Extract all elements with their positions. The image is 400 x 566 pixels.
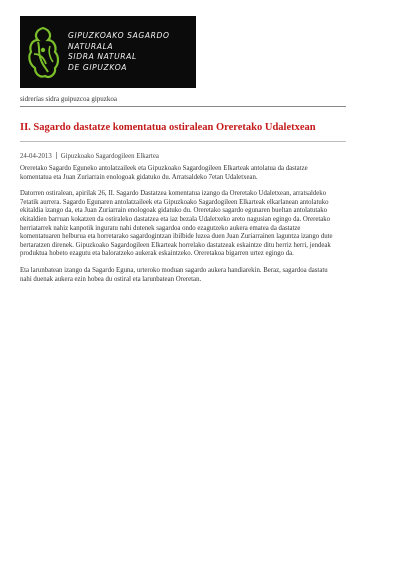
- logo-line-3: SIDRA NATURAL: [68, 52, 137, 61]
- header-divider: [20, 106, 346, 107]
- logo-line-1: GIPUZKOAKO SAGARDO: [68, 31, 170, 40]
- site-tagline: sidrerías sidra guipuzcoa gipuzkoa: [20, 95, 117, 103]
- logo-line-2: NATURALA: [68, 41, 114, 51]
- article-paragraph-1: Oreretako Sagardo Eguneko antolatzaileek eta Gipuzkoako Sagardogileen Elkarteak antolatua da dastatze komentatua eta Juan Zuriarrain enologoak gidatuko du. Arratsaldeko 7etan Udaletxean.: [20, 165, 308, 181]
- article-title: II. Sagardo dastatze komentatua ostiralean Oreretako Udaletxean: [20, 122, 316, 133]
- article-date: 24-04-2013: [20, 153, 52, 160]
- meta-separator: [56, 152, 57, 159]
- article-meta: [20, 152, 159, 160]
- article-body: [20, 165, 340, 292]
- title-divider: [20, 141, 346, 142]
- apple-leaf-icon: [26, 24, 60, 80]
- article-paragraph-3: Eta larunbatean izango da Sagardo Eguna, urteroko moduan sagardo aukera handiarekin. Beraz, sagardoa dastatu nahi duenak aukera ezin hobea du ostiral eta larunbatean Oreretan.: [20, 266, 328, 283]
- logo-text: [68, 31, 170, 73]
- logo-line-4: DE GIPUZKOA: [68, 62, 128, 72]
- article-author: Gipuzkoako Sagardogileen Elkartea: [60, 153, 159, 160]
- site-logo[interactable]: [20, 16, 196, 88]
- article-paragraph-2: Datorren ostiralean, apirilak 26, II. Sagardo Dastatzea komentatua izango da Oreretako Udaletxean, arratsaldeko 7etatik aurrera. Sagardo Egunaren antolatzaileek eta Gipuzkoako Sagardogileen Elkarteak elkarlanean antolatuko ekitaldia izango da, eta Juan Zuriarrain enologoak gidatuko du. Oreretako sagardo egunaren bueltan antolatutako ekitaldien barruan kokatzen da ostiraleko dastatzea eta iaz bezala Udaletxeko areto nagusian egingo da. Oreretako herriatarrek nahiz kanpotik inguratu nahi dutenek sagardoa ondo ezagutzeko aukera ematea da dastatze komentatuaren helburua eta horretarako sagardogintzan ibilbide luzea duen Juan Zuriarrainen laguntza izango dute bertaratzen direnek. Gipuzkoako Sagardogileen Elkarteak horrelako dastatzeak eskaintze ditu herriz herri, jendeak produktua hobeto ezagutu eta baloratzeko aukerak eskaintzeko. Oreretakoa bigarren urtez egingo da.: [20, 190, 333, 258]
